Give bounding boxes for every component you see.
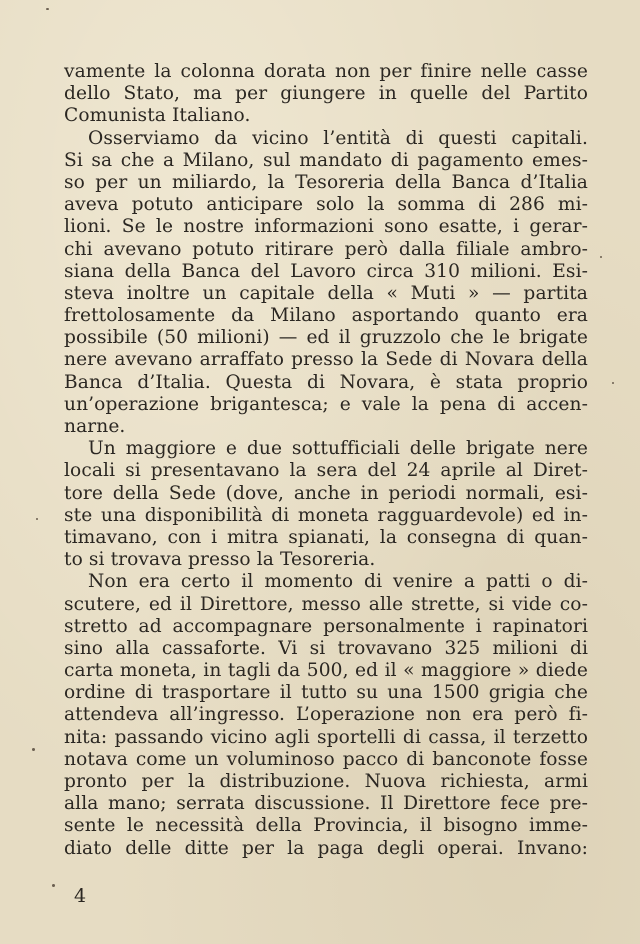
- ink-speck: [612, 382, 614, 384]
- text-line: alla mano; serrata discussione. Il Direttore fece pre-: [64, 793, 588, 815]
- text-line: siana della Banca del Lavoro circa 310 milioni. Esi-: [64, 260, 588, 282]
- text-line: nita: passando vicino agli sportelli di cassa, il terzetto: [64, 726, 588, 748]
- text-line: narne.: [64, 416, 126, 437]
- text-line: un’operazione brigantesca; e vale la pena di accen-: [64, 393, 588, 415]
- text-line: steva inoltre un capitale della « Muti » — partita: [64, 282, 588, 304]
- body-text: [64, 61, 588, 860]
- text-line: ste una disponibilità di moneta ragguardevole) ed in-: [64, 504, 588, 526]
- text-line: vamente la colonna dorata non per finire nelle casse: [64, 61, 588, 82]
- text-line: attendeva all’ingresso. L’operazione non era però fi-: [64, 704, 588, 726]
- text-line: Si sa che a Milano, sul mandato di pagamento emes-: [64, 149, 588, 171]
- text-line: aveva potuto anticipare solo la somma di 286 mi-: [64, 194, 588, 216]
- text-line: dello Stato, ma per giungere in quelle del Partito: [64, 83, 588, 105]
- text-line: sente le necessità della Provincia, il bisogno imme-: [64, 815, 588, 837]
- text-line: chi avevano potuto ritirare però dalla filiale ambro-: [64, 238, 588, 260]
- text-line: locali si presentavano la sera del 24 aprile al Diret-: [64, 460, 588, 482]
- text-line: Non era certo il momento di venire a patti o di-: [88, 571, 588, 593]
- text-line: Banca d’Italia. Questa di Novara, è stata proprio: [64, 371, 588, 393]
- text-line: Un maggiore e due sottufficiali delle brigate nere: [88, 438, 588, 460]
- page-number: 4: [74, 885, 87, 907]
- ink-speck: [52, 884, 55, 887]
- text-line: Comunista Italiano.: [64, 105, 251, 127]
- ink-speck: [32, 748, 35, 751]
- text-line: frettolosamente da Milano asportando quanto era: [64, 305, 588, 327]
- text-line: to si trovava presso la Tesoreria.: [64, 549, 376, 571]
- text-line: notava come un voluminoso pacco di banconote fosse: [64, 748, 588, 770]
- text-line: lioni. Se le nostre informazioni sono esatte, i gerar-: [64, 216, 588, 238]
- ink-speck: [36, 518, 38, 520]
- text-line: pronto per la distribuzione. Nuova richiesta, armi: [64, 771, 588, 792]
- text-line: nere avevano arraffato presso la Sede di Novara della: [64, 349, 588, 371]
- text-line: timavano, con i mitra spianati, la consegna di quan-: [64, 526, 588, 548]
- text-line: sino alla cassaforte. Vi si trovavano 325 milioni di: [64, 637, 588, 659]
- ink-speck: [46, 8, 49, 10]
- text-line: stretto ad accompagnare personalmente i rapinatori: [64, 615, 588, 637]
- text-line: tore della Sede (dove, anche in periodi normali, esi-: [64, 482, 588, 504]
- text-line: possibile (50 milioni) — ed il gruzzolo che le brigate: [64, 327, 588, 349]
- text-line: Osserviamo da vicino l’entità di questi capitali.: [88, 127, 588, 149]
- ink-speck: [600, 256, 602, 258]
- text-line: scutere, ed il Direttore, messo alle strette, si vide co-: [64, 593, 588, 615]
- text-line: carta moneta, in tagli da 500, ed il « maggiore » diede: [64, 660, 588, 682]
- text-line: so per un miliardo, la Tesoreria della Banca d’Italia: [64, 171, 588, 193]
- text-line: diato delle ditte per la paga degli operai. Invano:: [64, 837, 588, 859]
- text-line: ordine di trasportare il tutto su una 1500 grigia che: [64, 682, 588, 704]
